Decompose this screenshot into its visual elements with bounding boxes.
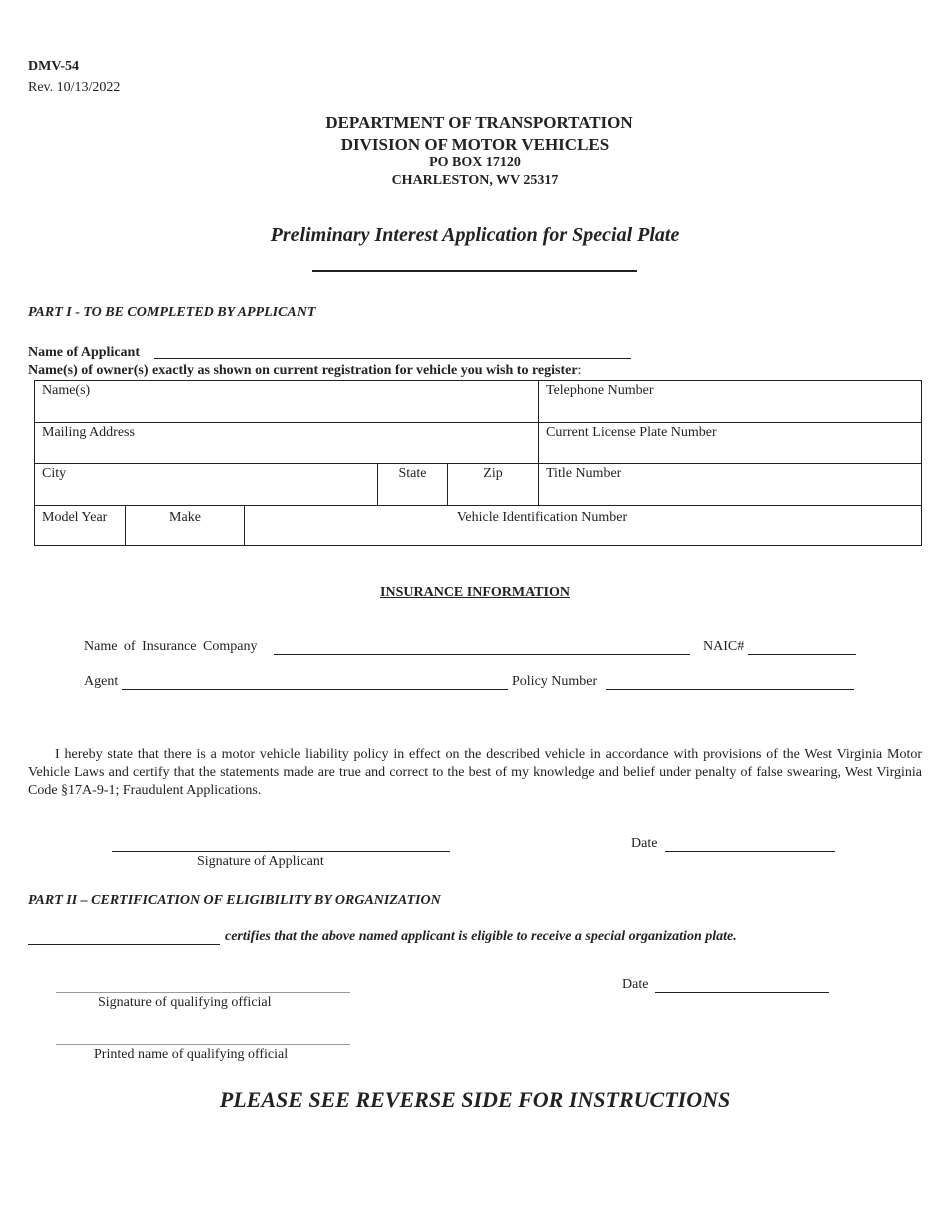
state-field[interactable] xyxy=(378,464,447,505)
make-label: Make xyxy=(169,510,201,525)
zip-label: Zip xyxy=(483,466,503,481)
vin-label: Vehicle Identification Number xyxy=(456,510,628,525)
telephone-label: Telephone Number xyxy=(546,383,654,398)
naic-input[interactable] xyxy=(748,640,856,655)
certifies-text: certifies that the above named applicant is eligible to receive a special organization plate. xyxy=(225,929,737,944)
agent-label: Agent xyxy=(84,674,119,689)
name-of-applicant-input[interactable] xyxy=(154,344,631,359)
owner-names-label: Name(s) xyxy=(42,383,91,398)
mailing-address-label: Mailing Address xyxy=(42,425,135,440)
owner-instruction-text: Name(s) of owner(s) exactly as shown on current registration for vehicle you wish to register xyxy=(28,363,578,378)
agent-input[interactable] xyxy=(122,675,508,690)
applicant-signature-label: Signature of Applicant xyxy=(197,854,324,869)
model-year-label: Model Year xyxy=(42,510,108,525)
revision-date: Rev. 10/13/2022 xyxy=(28,80,121,95)
city-label: City xyxy=(42,466,67,481)
city-field[interactable] xyxy=(35,464,377,505)
current-plate-field[interactable] xyxy=(539,423,922,463)
official-printed-name-label: Printed name of qualifying official xyxy=(94,1047,289,1062)
official-date-input[interactable] xyxy=(655,978,829,993)
address-line-2: CHARLESTON, WV 25317 xyxy=(391,173,559,188)
reverse-side-notice: PLEASE SEE REVERSE SIDE FOR INSTRUCTIONS xyxy=(219,1087,731,1112)
organization-name-input[interactable] xyxy=(28,930,220,945)
form-id: DMV-54 xyxy=(28,59,80,74)
mailing-address-field[interactable] xyxy=(35,423,538,463)
title-number-field[interactable] xyxy=(539,464,922,505)
vin-field[interactable] xyxy=(245,506,839,546)
model-year-field[interactable] xyxy=(35,506,125,546)
insurance-company-input[interactable] xyxy=(274,640,690,655)
owner-instruction-colon: : xyxy=(577,363,582,378)
official-date-label: Date xyxy=(622,977,649,992)
liability-statement: I hereby state that there is a motor vehicle liability policy in effect on the described vehicle in accordance with provisions of the West Virginia Motor Vehicle Laws and certify that the statements made are true and correct to the best of my knowledge and belief under penalty of false swearing, West Virginia Code §17A-9-1; Fraudulent Applications. xyxy=(28,747,922,798)
address-line-1: PO BOX 17120 xyxy=(429,155,521,170)
policy-number-label: Policy Number xyxy=(512,674,598,689)
part1-heading: PART I - TO BE COMPLETED BY APPLICANT xyxy=(28,305,316,320)
applicant-date-label: Date xyxy=(631,836,658,851)
part2-heading: PART II – CERTIFICATION OF ELIGIBILITY BY ORGANIZATION xyxy=(28,893,441,908)
owner-vehicle-table xyxy=(34,380,922,546)
zip-field[interactable] xyxy=(448,464,538,505)
official-signature-line[interactable] xyxy=(56,978,350,993)
naic-label: NAIC# xyxy=(703,639,745,654)
insurance-heading: INSURANCE INFORMATION xyxy=(380,585,570,600)
current-plate-label: Current License Plate Number xyxy=(546,425,717,440)
insurance-company-label: Name of Insurance Company xyxy=(84,639,258,654)
agency-line-2: DIVISION OF MOTOR VEHICLES xyxy=(340,135,610,154)
applicant-date-input[interactable] xyxy=(665,837,835,852)
telephone-field[interactable] xyxy=(539,381,922,422)
official-printed-name-line[interactable] xyxy=(56,1030,350,1045)
owner-instruction xyxy=(28,363,581,379)
make-field[interactable] xyxy=(126,506,244,546)
agency-line-1: DEPARTMENT OF TRANSPORTATION xyxy=(325,113,633,132)
official-signature-label: Signature of qualifying official xyxy=(98,995,272,1010)
applicant-signature-line[interactable] xyxy=(112,837,450,852)
title-number-label: Title Number xyxy=(546,466,622,481)
title-underline xyxy=(312,270,637,272)
state-label: State xyxy=(398,466,427,481)
owner-names-field[interactable] xyxy=(35,381,538,422)
form-title: Preliminary Interest Application for Special Plate xyxy=(270,224,680,246)
policy-number-input[interactable] xyxy=(606,675,854,690)
name-of-applicant-label: Name of Applicant xyxy=(28,345,140,360)
